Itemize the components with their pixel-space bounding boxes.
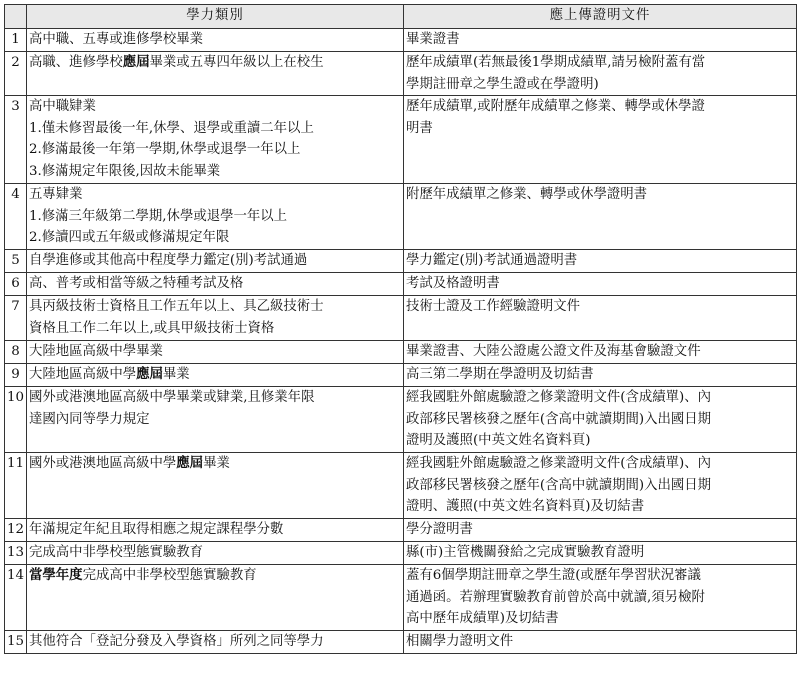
documents-cell <box>404 184 797 250</box>
documents-line: 經我國駐外館處驗證之修業證明文件(含成績單)、內 <box>406 456 712 471</box>
category-text <box>29 296 401 318</box>
row-number: 3 <box>5 96 27 184</box>
category-segment: 高、普考或相當等級之特種考試及格 <box>29 276 244 291</box>
table-row <box>5 519 797 542</box>
documents-line: 經我國駐外館處驗證之修業證明文件(含成績單)、內 <box>406 390 712 405</box>
category-line: 資格且工作二年以上,或具甲級技術士資格 <box>29 320 275 336</box>
documents-cell <box>404 96 797 184</box>
header-num <box>5 5 27 29</box>
documents-line: 學力鑑定(別)考試通過證明書 <box>406 253 578 268</box>
category-cell <box>27 519 404 542</box>
documents-line: 畢業證書 <box>406 32 460 47</box>
documents-line: 蓋有6個學期註冊章之學生證(或歷年學習狀況審議 <box>406 568 701 583</box>
category-text <box>29 52 401 74</box>
category-cell <box>27 52 404 96</box>
row-number: 7 <box>5 296 27 341</box>
category-segment: 大陸地區高級中學 <box>29 367 137 382</box>
category-segment: 國外或港澳地區高級中學畢業或肄業,且修業年限 <box>29 390 315 405</box>
row-number: 9 <box>5 364 27 387</box>
documents-cell <box>404 631 797 654</box>
category-line: 3.修滿規定年限後,因故未能畢業 <box>29 163 221 179</box>
table-header-row <box>5 5 797 29</box>
documents-line: 歷年成績單(若無最後1學期成績單,請另檢附蓋有當 <box>406 55 706 70</box>
table-row <box>5 29 797 52</box>
category-segment: 年滿規定年紀且取得相應之規定課程學分數 <box>29 522 284 537</box>
category-text <box>29 565 401 587</box>
documents-line: 歷年成績單,或附歷年成績單之修業、轉學或休學證 <box>406 99 705 114</box>
documents-cell <box>404 250 797 273</box>
documents-cell <box>404 387 797 453</box>
table-row <box>5 387 797 453</box>
category-segment: 畢業 <box>162 367 190 382</box>
row-number: 15 <box>5 631 27 654</box>
category-segment: 完成高中非學校型態實驗教育 <box>82 568 257 583</box>
category-segment: 國外或港澳地區高級中學 <box>29 456 177 471</box>
category-segment: 五專肄業 <box>29 187 83 202</box>
documents-cell <box>404 453 797 519</box>
category-text <box>29 631 401 653</box>
header-documents: 應上傳證明文件 <box>404 5 797 29</box>
documents-line: 通過函。若辦理實驗教育前曾於高中就讀,須另檢附 <box>406 589 705 605</box>
row-number: 14 <box>5 565 27 631</box>
documents-line: 政部移民署核發之歷年(含高中就讀期間)入出國日期 <box>406 477 712 493</box>
category-segment: 完成高中非學校型態實驗教育 <box>29 545 204 560</box>
category-emphasis: 當學年度 <box>29 567 83 583</box>
category-segment: 具丙級技術士資格且工作五年以上、具乙級技術士 <box>29 299 324 314</box>
category-segment: 大陸地區高級中學畢業 <box>29 344 163 359</box>
category-cell <box>27 542 404 565</box>
documents-cell <box>404 364 797 387</box>
category-cell <box>27 296 404 341</box>
documents-line: 證明、護照(中英文姓名資料頁)及切結書 <box>406 499 645 514</box>
category-text <box>29 453 401 475</box>
table-row <box>5 273 797 296</box>
documents-line: 技術士證及工作經驗證明文件 <box>406 299 581 314</box>
category-text <box>29 96 401 118</box>
table-row <box>5 184 797 250</box>
category-emphasis: 應屆 <box>122 54 150 70</box>
category-segment: 畢業或五專四年級以上在校生 <box>149 55 324 70</box>
table-row <box>5 52 797 96</box>
category-text <box>29 341 401 363</box>
table-row <box>5 542 797 565</box>
documents-line: 高中歷年成績單)及切結書 <box>406 611 559 626</box>
documents-line: 學分證明書 <box>406 522 473 537</box>
document <box>4 4 796 654</box>
category-cell <box>27 631 404 654</box>
table-row <box>5 341 797 364</box>
documents-cell <box>404 565 797 631</box>
qualification-table <box>4 4 797 654</box>
category-emphasis: 應屆 <box>176 455 204 471</box>
category-cell <box>27 341 404 364</box>
documents-cell <box>404 296 797 341</box>
category-cell <box>27 453 404 519</box>
row-number: 4 <box>5 184 27 250</box>
table-row <box>5 96 797 184</box>
documents-cell <box>404 341 797 364</box>
category-cell <box>27 250 404 273</box>
category-line: 2.修滿最後一年第一學期,休學或退學一年以上 <box>29 142 301 157</box>
documents-line: 附歷年成績單之修業、轉學或休學證明書 <box>406 187 648 202</box>
row-number: 12 <box>5 519 27 542</box>
category-segment: 高中職肄業 <box>29 99 96 114</box>
documents-line: 畢業證書、大陸公證處公證文件及海基會驗證文件 <box>406 344 701 359</box>
category-line: 2.修讀四或五年級或修滿規定年限 <box>29 230 230 245</box>
documents-cell <box>404 52 797 96</box>
table-row <box>5 296 797 341</box>
category-text <box>29 273 401 295</box>
documents-line: 考試及格證明書 <box>406 276 500 291</box>
category-cell <box>27 273 404 296</box>
category-text <box>29 184 401 206</box>
category-text <box>29 29 401 51</box>
documents-line: 明書 <box>406 120 433 136</box>
category-cell <box>27 96 404 184</box>
row-number: 1 <box>5 29 27 52</box>
header-category: 學力類別 <box>27 5 404 29</box>
documents-line: 證明及護照(中英文姓名資料頁) <box>406 433 591 448</box>
category-cell <box>27 29 404 52</box>
row-number: 13 <box>5 542 27 565</box>
row-number: 10 <box>5 387 27 453</box>
row-number: 6 <box>5 273 27 296</box>
category-emphasis: 應屆 <box>136 366 163 382</box>
documents-cell <box>404 29 797 52</box>
category-segment: 高職、進修學校 <box>29 55 123 70</box>
category-text <box>29 542 401 564</box>
category-segment: 其他符合「登記分發及入學資格」所列之同等學力 <box>29 634 324 649</box>
row-number: 5 <box>5 250 27 273</box>
category-line: 1.修滿三年級第二學期,休學或退學一年以上 <box>29 208 288 224</box>
category-text <box>29 519 401 541</box>
category-segment: 畢業 <box>203 456 230 471</box>
table-row <box>5 453 797 519</box>
documents-line: 縣(市)主管機關發給之完成實驗教育證明 <box>406 545 645 560</box>
table-row <box>5 364 797 387</box>
documents-line: 學期註冊章之學生證或在學證明) <box>406 76 599 92</box>
documents-cell <box>404 519 797 542</box>
category-line: 1.僅未修習最後一年,休學、退學或重讀二年以上 <box>29 120 314 136</box>
table-row <box>5 631 797 654</box>
table-row <box>5 565 797 631</box>
category-segment: 自學進修或其他高中程度學力鑑定(別)考試通過 <box>29 253 308 268</box>
documents-cell <box>404 273 797 296</box>
documents-line: 相關學力證明文件 <box>406 634 514 649</box>
category-text <box>29 250 401 272</box>
row-number: 8 <box>5 341 27 364</box>
category-cell <box>27 184 404 250</box>
category-cell <box>27 364 404 387</box>
category-text <box>29 387 401 409</box>
documents-line: 政部移民署核發之歷年(含高中就讀期間)入出國日期 <box>406 411 712 427</box>
row-number: 11 <box>5 453 27 519</box>
category-cell <box>27 565 404 631</box>
row-number: 2 <box>5 52 27 96</box>
category-segment: 高中職、五專或進修學校畢業 <box>29 32 204 47</box>
table-row <box>5 250 797 273</box>
documents-line: 高三第二學期在學證明及切結書 <box>406 367 594 382</box>
category-line: 達國內同等學力規定 <box>29 411 150 427</box>
category-cell <box>27 387 404 453</box>
category-text <box>29 364 401 386</box>
table-body <box>5 29 797 654</box>
documents-cell <box>404 542 797 565</box>
